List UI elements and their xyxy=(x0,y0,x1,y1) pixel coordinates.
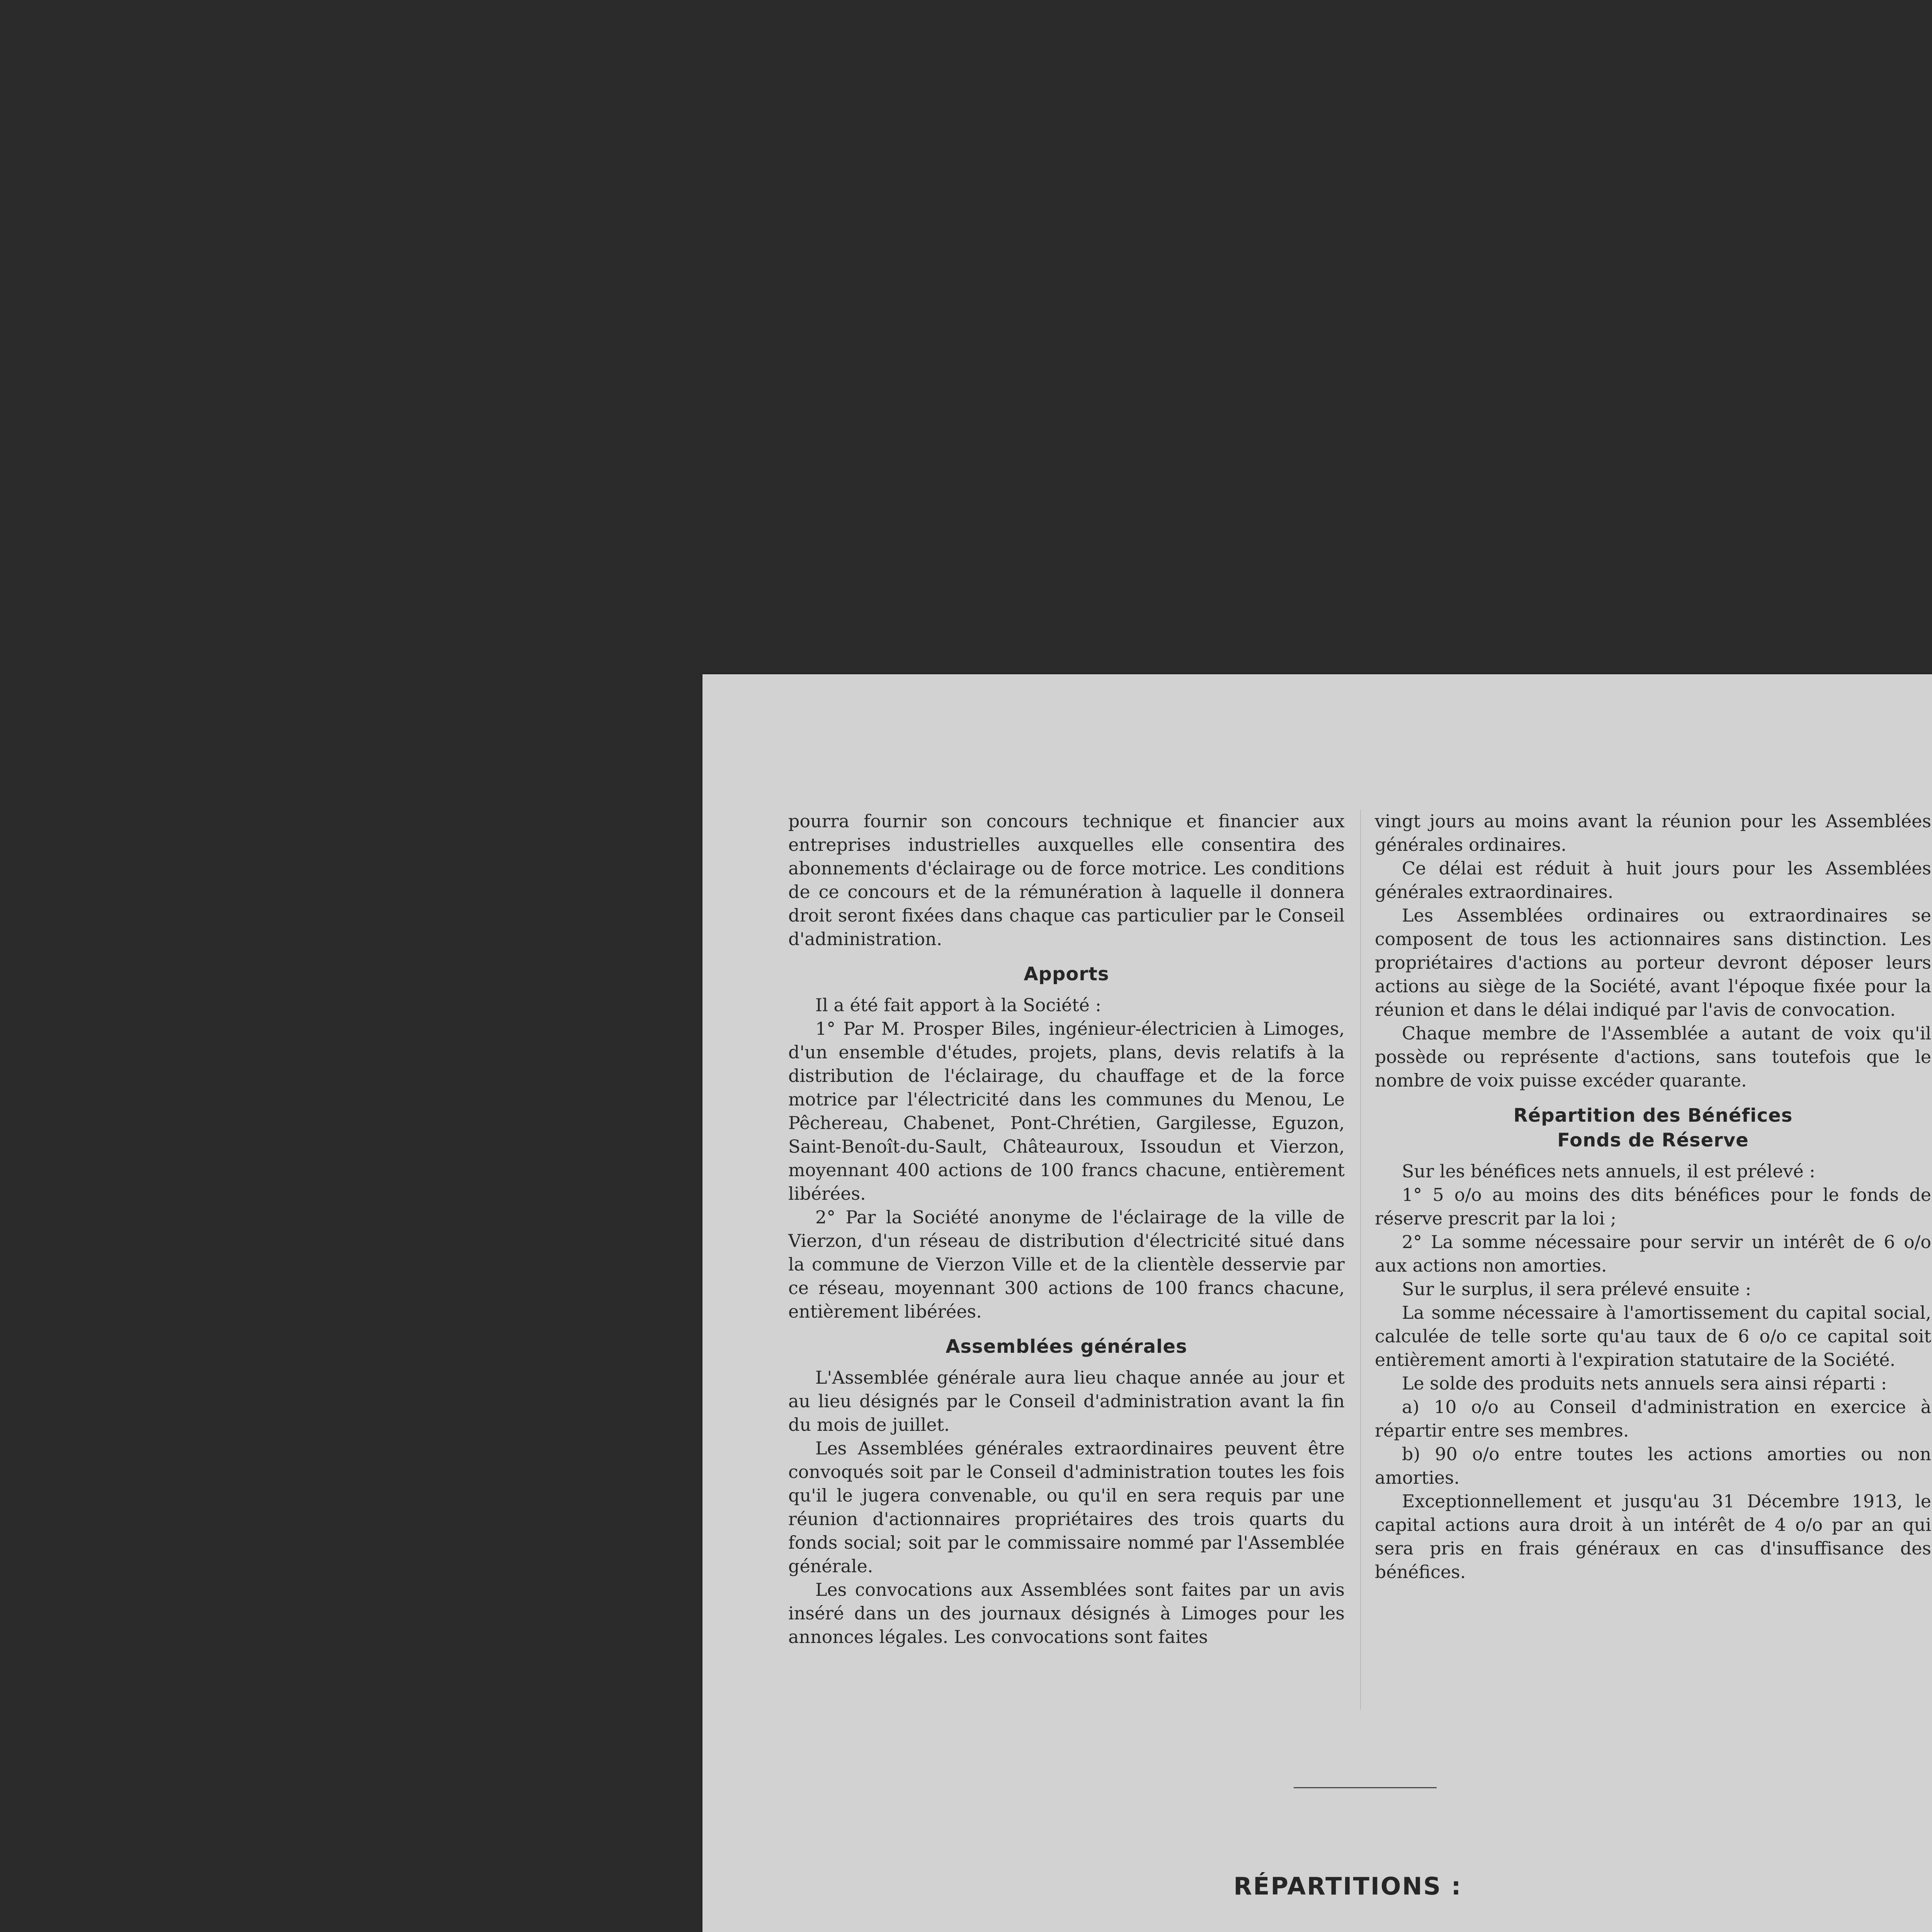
right-paragraph-11: a) 10 o/o au Conseil d'administration en exercice à répartir entre ses membres. xyxy=(1375,1396,1931,1441)
apports-paragraph-1: Il a été fait apport à la Société : xyxy=(815,995,1102,1015)
right-paragraph-5: Sur les bénéfices nets annuels, il est prélevé : xyxy=(1402,1161,1815,1182)
left-column xyxy=(788,810,1345,1649)
repartition-heading-line-2: Fonds de Réserve xyxy=(1557,1129,1749,1151)
repartitions-title: RÉPARTITIONS : xyxy=(1233,1872,1462,1900)
right-paragraph-13: Exceptionnellement et jusqu'au 31 Décembre 1913, le capital actions aura droit à un intérêt de 4 o/o par an qui sera pris en frais généraux en cas d'insuffisance des bénéfices. xyxy=(1375,1491,1931,1582)
repartition-heading-line-1: Répartition des Bénéfices xyxy=(1513,1105,1793,1126)
repartition-heading xyxy=(1375,1103,1931,1153)
per-share-cell xyxy=(1463,1928,1604,1932)
coupon-number-cell xyxy=(1300,1928,1352,1932)
right-paragraph-12: b) 90 o/o entre toutes les actions amorties ou non amorties. xyxy=(1375,1444,1931,1488)
apports-heading: Apports xyxy=(1024,963,1109,985)
right-paragraph-1: vingt jours au moins avant la réunion pour les Assemblées générales ordinaires. xyxy=(1375,811,1931,855)
right-paragraph-7: 2° La somme nécessaire pour servir un intérêt de 6 o/o aux actions non amorties. xyxy=(1375,1231,1931,1276)
right-paragraph-2: Ce délai est réduit à huit jours pour les Assemblées générales extraordinaires. xyxy=(1375,858,1931,902)
intro-paragraph: pourra fournir son concours technique et financier aux entreprises industrielles auxquelles elle consentira des abonnements d'éclairage ou de force motrice. Les conditions de ce concours et de la rémunération à laquelle il donnera droit seront fixées dans chaque cas particulier par le Conseil d'administration. xyxy=(788,811,1345,949)
apports-paragraph-3: 2° Par la Société anonyme de l'éclairage de la ville de Vierzon, d'un réseau de distribution d'électricité situé dans la commune de Vierzon Ville et de la clientèle desservie par ce réseau, moyennant 300 actions de 100 francs chacune, entièrement libérées. xyxy=(788,1207,1345,1322)
right-paragraph-8: Sur le surplus, il sera prélevé ensuite : xyxy=(1402,1279,1752,1299)
assemblees-paragraph-1: L'Assemblée générale aura lieu chaque année au jour et au lieu désignés par le Conseil d'administration avant la fin du mois de juillet. xyxy=(788,1367,1345,1435)
column-divider xyxy=(1360,810,1361,1710)
exercice-label xyxy=(969,1928,1060,1932)
coupon-cell xyxy=(1129,1928,1210,1932)
right-paragraph-3: Les Assemblées ordinaires ou extraordinaires se composent de tous les actionnaires sans distinction. Les propriétaires d'actions au porteur devront déposer leurs actions au siège de la Société, avant l'époque fixée pour la réunion et dans le délai indiqué par l'avis de convocation. xyxy=(1375,905,1931,1020)
assemblees-heading: Assemblées générales xyxy=(946,1336,1187,1357)
bearer-cell xyxy=(1604,1928,1717,1932)
right-column xyxy=(1375,810,1931,1584)
assemblees-paragraph-2: Les Assemblées générales extraordinaires peuvent être convoqués soit par le Conseil d'administration toutes les fois qu'il le jugera convenable, ou qu'il en sera requis par une réunion d'actionnaires propriétaires des trois quarts du fonds social; soit par le commissaire nommé par l'Assemblée générale. xyxy=(788,1438,1345,1577)
apports-paragraph-2: 1° Par M. Prosper Biles, ingénieur-électricien à Limoges, d'un ensemble d'études, projets, plans, devis relatifs à la distribution de l'éclairage, du chauffage et de la force motrice par l'électricité dans les communes du Menou, Le Pêchereau, Chabenet, Pont-Chrétien, Gargilesse, Eguzon, Saint-Benoît-du-Sault, Châteauroux, Issoudun et Vierzon, moyennant 400 actions de 100 francs chacune, entièrement libérées. xyxy=(788,1018,1345,1204)
section-rule xyxy=(1294,1787,1437,1788)
right-paragraph-4: Chaque membre de l'Assemblée a autant de voix qu'il possède ou représente d'actions, sans toutefois que le nombre de voix puisse excéder quarante. xyxy=(1375,1023,1931,1091)
equals-cell xyxy=(1352,1928,1377,1932)
interet-cell xyxy=(1210,1928,1300,1932)
repartitions-table xyxy=(969,1928,1717,1932)
amount-cell xyxy=(1377,1928,1463,1932)
right-paragraph-6: 1° 5 o/o au moins des dits bénéfices pour le fonds de réserve prescrit par la loi ; xyxy=(1375,1184,1931,1229)
table-row xyxy=(969,1928,1717,1932)
right-paragraph-10: Le solde des produits nets annuels sera ainsi réparti : xyxy=(1402,1373,1887,1394)
document-page xyxy=(702,674,1932,1932)
right-paragraph-9: La somme nécessaire à l'amortissement du capital social, calculée de telle sorte qu'au taux de 6 o/o ce capital soit entièrement amorti à l'expiration statutaire de la Société. xyxy=(1375,1302,1931,1370)
year-cell xyxy=(1060,1928,1129,1932)
assemblees-paragraph-3: Les convocations aux Assemblées sont faites par un avis inséré dans un des journaux désignés à Limoges pour les annonces légales. Les convocations sont faites xyxy=(788,1579,1345,1647)
